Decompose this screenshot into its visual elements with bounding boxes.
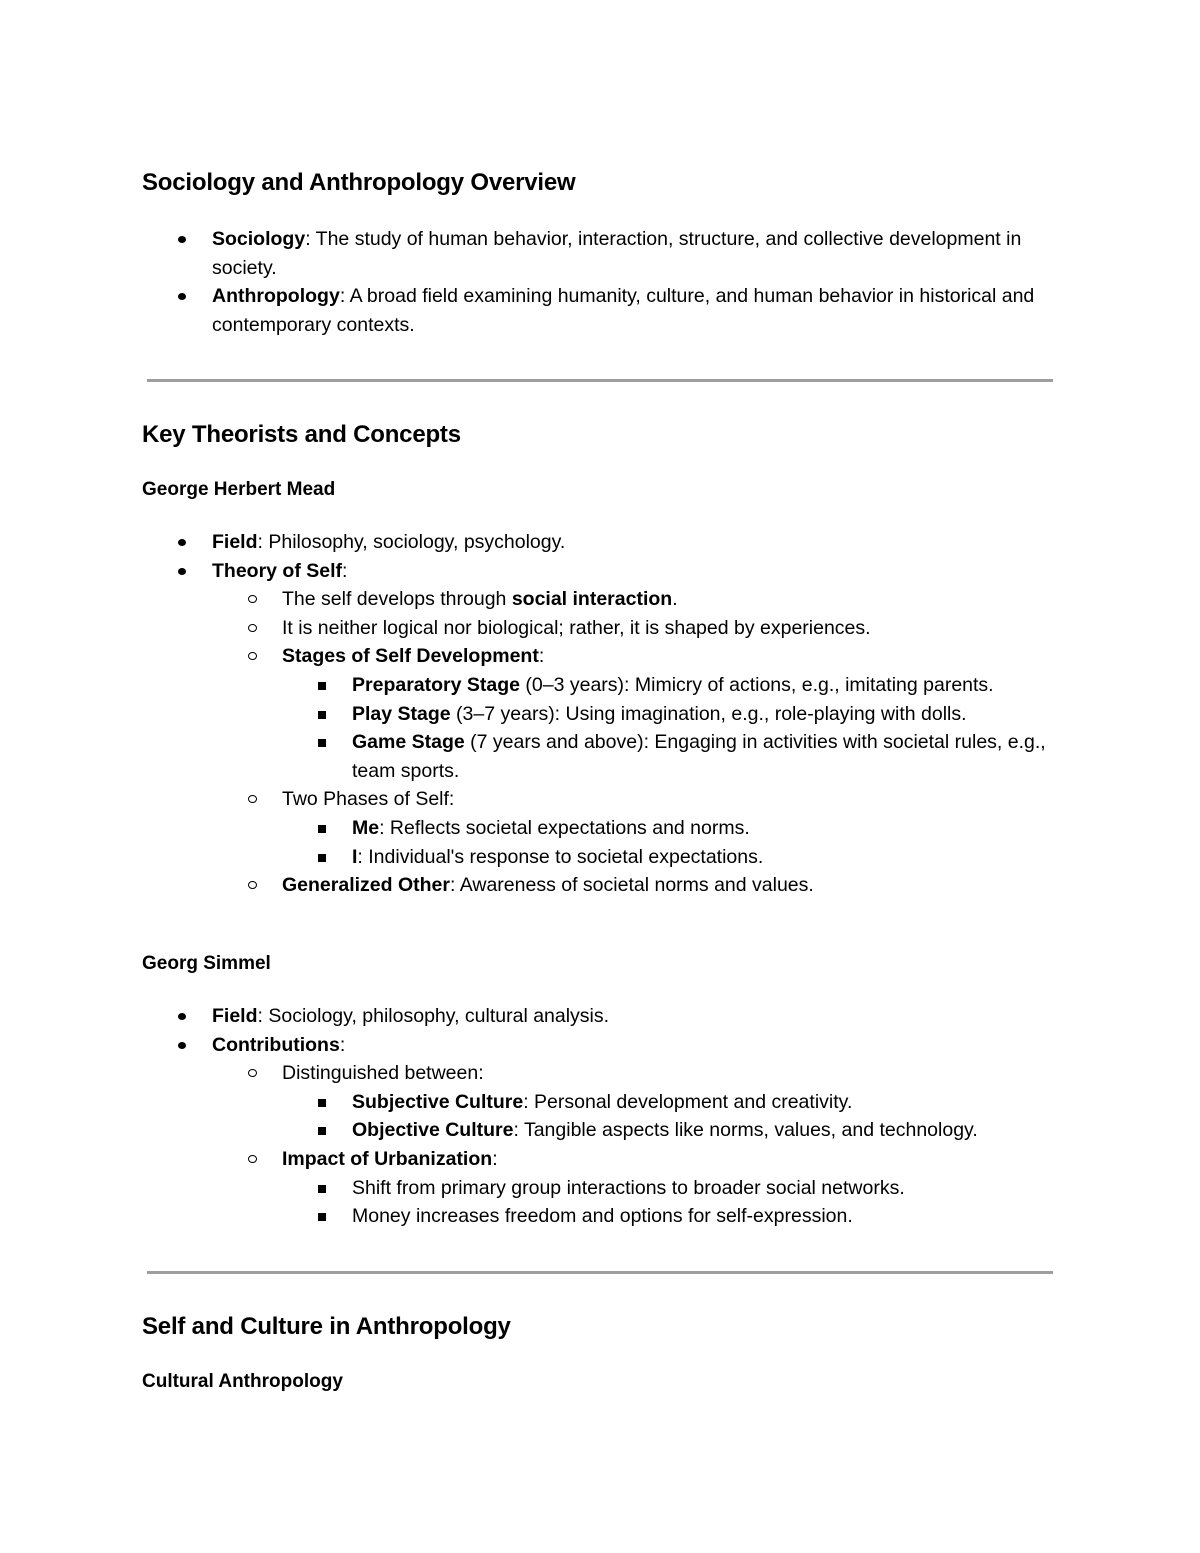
list-item: Generalized Other: Awareness of societal norms and values. xyxy=(282,874,814,897)
horizontal-rule xyxy=(147,1271,1053,1274)
list-item: The self develops through social interaction. xyxy=(282,588,678,611)
section-title-self-culture: Self and Culture in Anthropology xyxy=(142,1313,511,1340)
term: Sociology xyxy=(212,228,306,250)
mead-list xyxy=(142,528,1062,900)
theory-sublist xyxy=(282,585,1062,900)
theorist-name-simmel: Georg Simmel xyxy=(142,953,271,974)
list-item: Anthropology: A broad field examining humanity, culture, and human behavior in historical and contemporary contexts. xyxy=(212,285,1035,336)
overview-list xyxy=(142,225,1062,339)
urbanization-list xyxy=(352,1174,1062,1231)
list-item: Preparatory Stage (0–3 years): Mimicry of actions, e.g., imitating parents. xyxy=(352,673,994,696)
stages-list xyxy=(352,671,1052,785)
list-item: Contributions: Distinguished between: Subjective Culture: Personal development and creativity. Objective Culture: Tangible aspects like norms, values, and technology. Impact of Urbanization: Shift from primary group interactions to broader social networks. Money increases freedom and options for self-expression. xyxy=(142,1031,1062,1231)
list-item: Me: Reflects societal expectations and norms. xyxy=(352,816,750,839)
list-item: Sociology: The study of human behavior, interaction, structure, and collective development in society. xyxy=(212,228,1022,279)
list-item: I: Individual's response to societal expectations. xyxy=(352,845,764,868)
contributions-sublist xyxy=(282,1059,1062,1231)
subheading-cultural-anthropology: Cultural Anthropology xyxy=(142,1371,343,1392)
list-item: Stages of Self Development: Preparatory Stage (0–3 years): Mimicry of actions, e.g., imitating parents. Play Stage (3–7 years): Using imagination, e.g., role-playing with dolls. Game Stage (7 years and above): Engaging in activities with societal rules, e.g., team sports. xyxy=(212,642,1062,785)
section-title-overview: Sociology and Anthropology Overview xyxy=(142,169,576,196)
list-item: Two Phases of Self: Me: Reflects societal expectations and norms. I: Individual's response to societal expectations. xyxy=(212,785,1062,871)
cultures-list xyxy=(352,1088,1062,1145)
list-item: Distinguished between: Subjective Culture: Personal development and creativity. Objective Culture: Tangible aspects like norms, values, and technology. xyxy=(212,1059,1062,1145)
list-item: Theory of Self: The self develops through social interaction. It is neither logical nor biological; rather, it is shaped by experiences. Stages of Self Development: Preparatory Stage (0–3 years): Mimicry of actions, e.g., imitating parents. Play Stage (3–7 years): Using imagination, e.g., role-playing with dolls. Game Stage (7 years and above): Engaging in activities with societal rules, e.g., team sports. Two Phases of Self: Me: Reflects societal expectations and norms. I: Individual's response to societal expectations. Generalized Other: Awareness of societal norms and values. xyxy=(142,557,1062,900)
list-item: Play Stage (3–7 years): Using imagination, e.g., role-playing with dolls. xyxy=(352,702,967,725)
list-item: It is neither logical nor biological; rather, it is shaped by experiences. xyxy=(282,616,871,639)
simmel-list xyxy=(142,1002,1062,1231)
term: Anthropology xyxy=(212,285,340,308)
theorist-name-mead: George Herbert Mead xyxy=(142,479,336,500)
horizontal-rule xyxy=(147,379,1053,382)
phases-list xyxy=(352,814,1062,871)
list-item: Money increases freedom and options for self-expression. xyxy=(352,1205,853,1228)
list-item: Field: Philosophy, sociology, psychology. xyxy=(212,531,566,553)
list-item: Shift from primary group interactions to broader social networks. xyxy=(352,1176,905,1199)
list-item: Field: Sociology, philosophy, cultural analysis. xyxy=(212,1005,610,1027)
list-item: Impact of Urbanization: Shift from primary group interactions to broader social networks. Money increases freedom and options for self-expression. xyxy=(212,1145,1062,1231)
list-item: Objective Culture: Tangible aspects like norms, values, and technology. xyxy=(352,1119,978,1142)
list-item: Subjective Culture: Personal development and creativity. xyxy=(352,1090,853,1113)
list-item: Game Stage (7 years and above): Engaging in activities with societal rules, e.g., team sports. xyxy=(352,731,1046,782)
section-title-theorists: Key Theorists and Concepts xyxy=(142,421,461,448)
